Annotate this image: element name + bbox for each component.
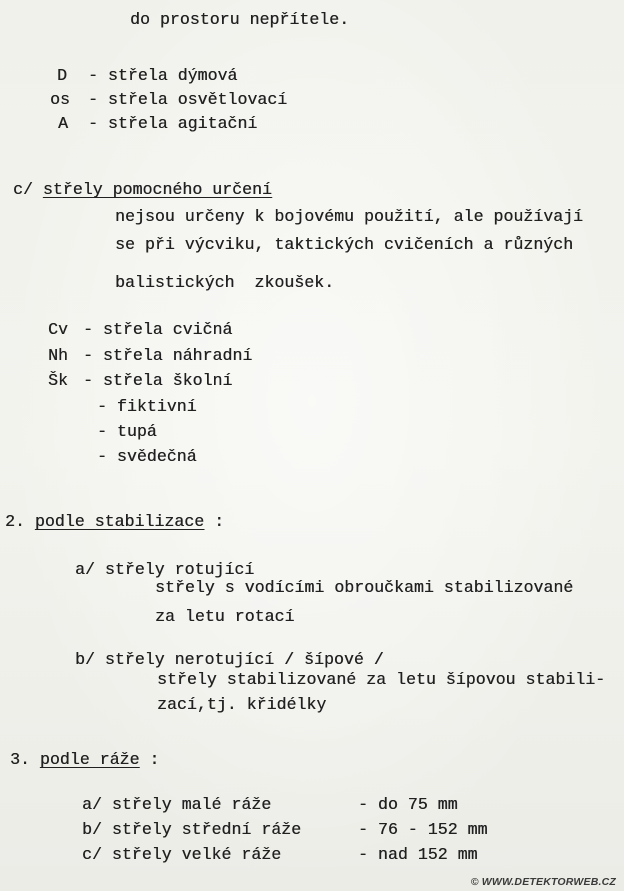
- item-abbr: Nh: [48, 346, 68, 365]
- caliber-label: c/ střely velké ráže: [82, 845, 282, 864]
- subsection-line: za letu rotací: [155, 607, 295, 626]
- subsection-b-title: b/ střely nerotující / šípové /: [75, 650, 384, 669]
- item-abbr: D: [57, 66, 67, 85]
- item-text: - střela náhradní: [83, 346, 253, 365]
- section-suffix: :: [204, 512, 225, 531]
- caliber-range: - 76 - 152 mm: [358, 820, 488, 839]
- item-abbr: Cv: [48, 320, 68, 339]
- section-title: podle ráže: [39, 750, 140, 769]
- paragraph-line: balistických zkoušek.: [115, 273, 335, 292]
- sub-item: - tupá: [97, 422, 157, 441]
- caliber-row: [0, 820, 624, 840]
- item-abbr: os: [50, 90, 70, 109]
- list-item: [0, 90, 624, 110]
- watermark: © WWW.DETEKTORWEB.CZ: [470, 876, 616, 888]
- sub-item: - svědečná: [97, 447, 197, 466]
- section-title: střely pomocného určení: [42, 180, 272, 199]
- sub-item: - fiktivní: [97, 397, 197, 416]
- section-number: 2.: [5, 512, 25, 531]
- paragraph-line: se při výcviku, taktických cvičeních a různých: [115, 235, 574, 254]
- caliber-label: a/ střely malé ráže: [82, 795, 272, 814]
- subsection-line: zací,tj. křidélky: [157, 695, 327, 714]
- list-item: [0, 346, 624, 366]
- subsection-line: střely stabilizované za letu šípovou stabili-: [157, 670, 606, 689]
- section-2-heading: [5, 512, 224, 532]
- caliber-label: b/ střely střední ráže: [82, 820, 302, 839]
- list-item: [0, 66, 624, 86]
- section-title: podle stabilizace: [34, 512, 205, 531]
- item-abbr: Šk: [48, 371, 68, 390]
- caliber-range: - nad 152 mm: [358, 845, 478, 864]
- caliber-range: - do 75 mm: [358, 795, 458, 814]
- subsection-a-title: a/ střely rotující: [75, 560, 255, 579]
- paragraph-line: nejsou určeny k bojovému použití, ale používají: [115, 207, 584, 226]
- section-3-heading: [10, 750, 159, 770]
- continuation-line: do prostoru nepřítele.: [130, 10, 350, 29]
- item-text: - střela školní: [83, 371, 233, 390]
- item-abbr: A: [58, 114, 68, 133]
- section-c-heading: [13, 180, 272, 200]
- section-suffix: :: [139, 750, 160, 769]
- item-text: - střela dýmová: [88, 66, 238, 85]
- subsection-line: střely s vodícími obroučkami stabilizované: [155, 578, 574, 597]
- item-text: - střela osvětlovací: [88, 90, 288, 109]
- section-marker: c/: [13, 180, 33, 199]
- caliber-row: [0, 795, 624, 815]
- list-item: [0, 114, 624, 134]
- list-item: [0, 320, 624, 340]
- section-number: 3.: [10, 750, 30, 769]
- item-text: - střela agitační: [88, 114, 258, 133]
- item-text: - střela cvičná: [83, 320, 233, 339]
- caliber-row: [0, 845, 624, 865]
- list-item: [0, 371, 624, 391]
